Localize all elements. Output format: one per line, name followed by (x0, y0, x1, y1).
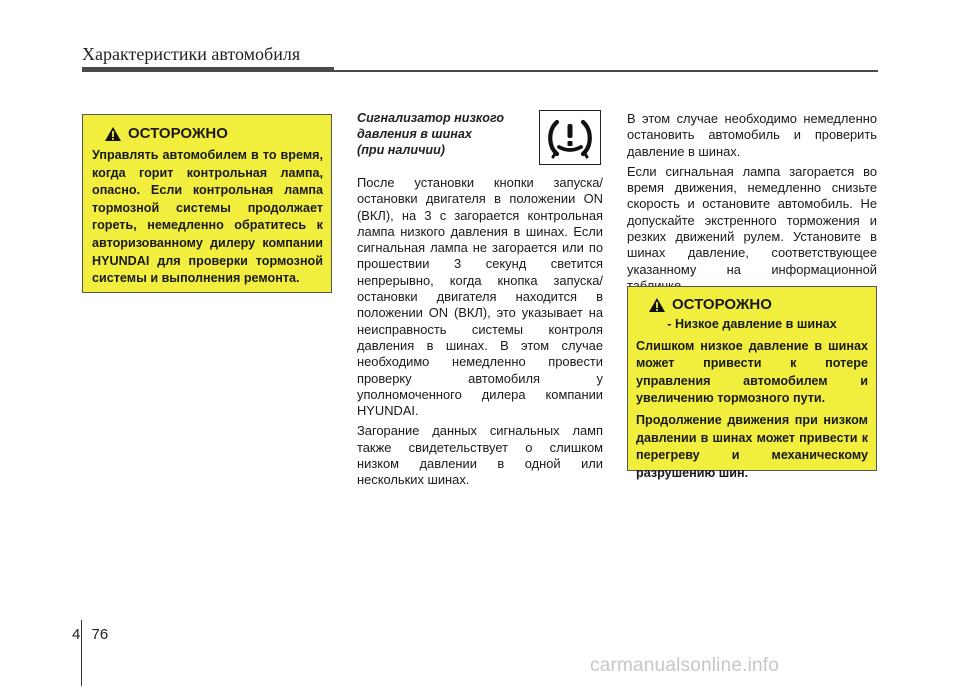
body-paragraph: После установки кнопки запуска/остановки двигателя в положении ON (ВКЛ), на 3 с загорается контрольная лампа низкого давления в шинах. Если сигнальная лампа не загорается или по прошествии 3 секунд светится непрерывно, когда кнопка запуска/остановки двигателя находится в положении ON (ВКЛ), это указывает на неисправность системы контроля давления в шинах. В этом случае необходимо немедленно провести проверку автомобиля у уполномоченного дилера компании HYUNDAI. (357, 175, 603, 419)
column-three-body (627, 111, 877, 298)
warning-triangle-icon (648, 297, 666, 313)
tpms-icon-frame (539, 110, 601, 165)
warning-text: Продолжение движения при низком давлении в шинах может привести к перегреву и механическому разрушению шин. (636, 412, 868, 480)
warning-triangle-icon (104, 126, 122, 142)
section-title-line: (при наличии) (357, 143, 445, 157)
body-paragraph: Если сигнальная лампа загорается во время движения, немедленно снизьте скорость и остановите автомобиль. Не допускайте экстренного торможения и резких движений рулем. Установите в шинах давление, соответствующее указанному на информационной (627, 163, 877, 277)
header-rule-thin (334, 70, 878, 72)
section-body (357, 175, 603, 493)
warning-box-tire-pressure (627, 286, 877, 480)
page-header-title: Характеристики автомобиля (82, 44, 301, 64)
header-rule-thick (82, 67, 334, 72)
warning-subtitle: - Низкое давление в шинах (667, 317, 837, 331)
section-title (357, 110, 532, 158)
warning-title: ОСТОРОЖНО (672, 296, 772, 313)
section-title-line: Сигнализатор низкого (357, 111, 505, 125)
body-paragraph: Загорание данных сигнальных ламп также свидетельствует о слишком низком давлении в одной или нескольких шинах. (357, 423, 603, 488)
page-number (72, 626, 108, 643)
watermark: carmanualsonline.info (590, 655, 780, 676)
tpms-warning-icon (545, 116, 595, 160)
chapter-number: 4 (72, 626, 81, 643)
warning-title: ОСТОРОЖНО (128, 125, 228, 142)
warning-box-brake (82, 114, 332, 293)
body-paragraph: В этом случае необходимо немедленно остановить автомобиль и проверить давление в шинах. (627, 111, 877, 159)
section-title-line: давления в шинах (357, 127, 472, 141)
page-number-value: 76 (91, 626, 109, 643)
warning-text: Слишком низкое давление в шинах может привести к потере управления автомобилем и увеличению тормозного пути. (636, 338, 868, 406)
warning-header (104, 125, 323, 143)
warning-header (648, 296, 868, 314)
warning-text: Управлять автомобилем в то время, когда горит контрольная лампа, опасно. Если контрольная лампа тормозной системы продолжает гореть, немедленно обратитесь к авторизованному дилеру компании HYUNDAI для проверки тормозной системы и выполнения ремонта. (92, 148, 323, 286)
